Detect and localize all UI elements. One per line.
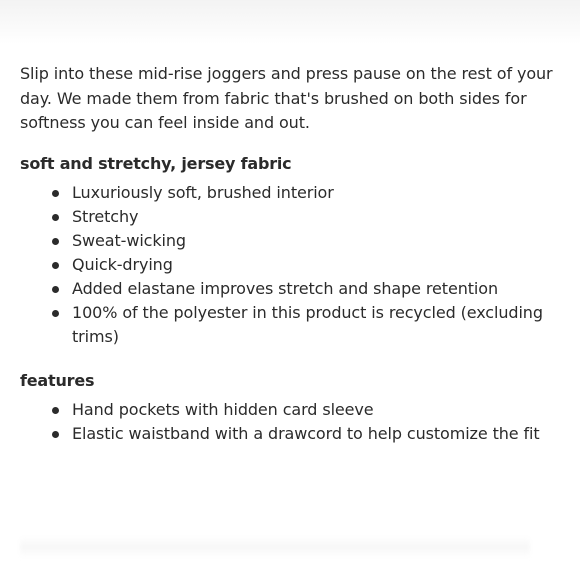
list-item-text: Stretchy [72,206,139,226]
fabric-heading: soft and stretchy, jersey fabric [20,153,292,173]
bullet-icon [52,190,59,197]
bullet-icon [52,214,59,221]
product-description [20,62,560,446]
features-list [20,398,560,446]
list-item-text: Hand pockets with hidden card sleeve [72,399,374,419]
features-heading: features [20,370,95,390]
list-item [20,422,560,446]
list-item [20,205,560,229]
bullet-icon [52,407,59,414]
bullet-icon [52,431,59,438]
bullet-icon [52,262,59,269]
list-item-text: 100% of the polyester in this product is recycled (excluding trims) [72,302,543,346]
top-shadow [0,0,580,44]
list-item [20,277,560,301]
list-item [20,229,560,253]
bullet-icon [52,286,59,293]
list-item [20,181,560,205]
bullet-icon [52,238,59,245]
list-item-text: Elastic waistband with a drawcord to help customize the fit [72,423,540,443]
list-item-text: Added elastane improves stretch and shape retention [72,278,498,298]
intro-paragraph: Slip into these mid-rise joggers and press pause on the rest of your day. We made them from fabric that's brushed on both sides for softness you can feel inside and out. [20,64,553,132]
list-item-text: Sweat-wicking [72,230,186,250]
list-item [20,253,560,277]
list-item [20,301,560,349]
list-item [20,398,560,422]
bottom-shadow [20,536,530,558]
list-item-text: Luxuriously soft, brushed interior [72,182,334,202]
bullet-icon [52,310,59,317]
list-item-text: Quick-drying [72,254,173,274]
fabric-list [20,181,560,349]
